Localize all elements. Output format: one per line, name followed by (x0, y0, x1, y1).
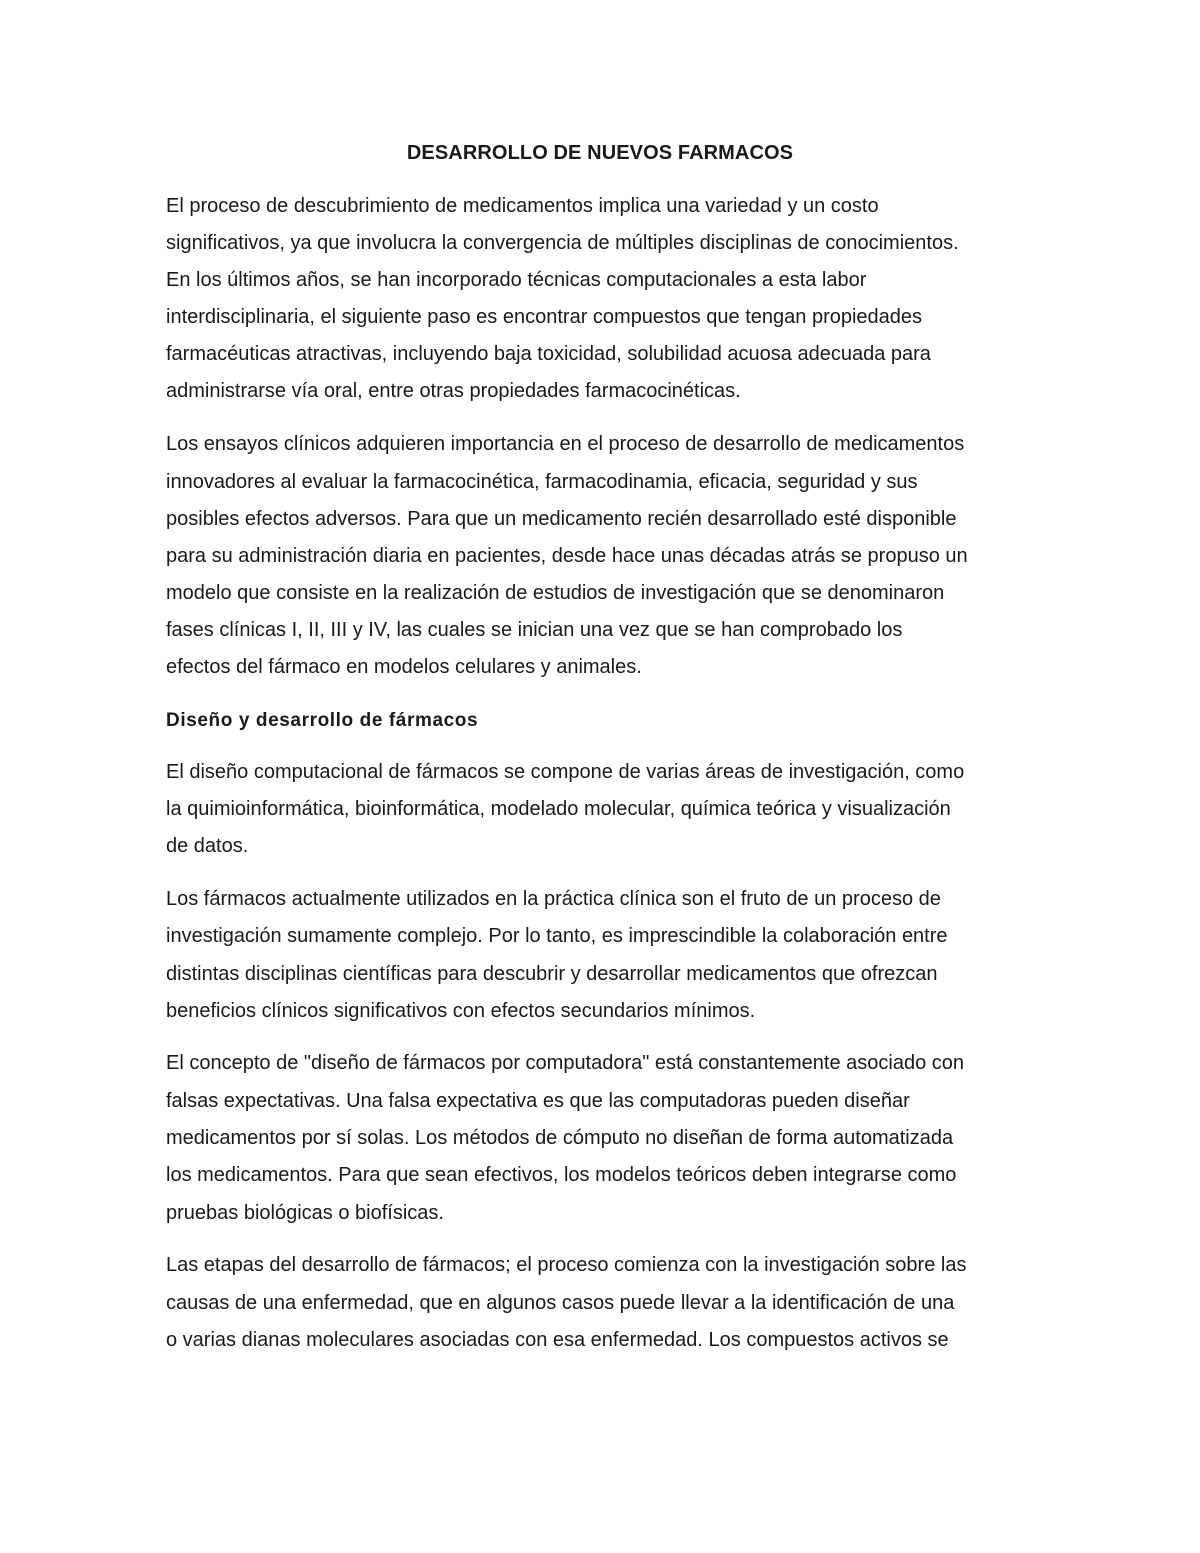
paragraph-line: interdisciplinaria, el siguiente paso es encontrar compuestos que tengan propiedades (166, 306, 923, 328)
paragraph-line: El concepto de "diseño de fármacos por computadora" está constantemente asociado con (166, 1052, 965, 1074)
paragraph-line: administrarse vía oral, entre otras propiedades farmacocinéticas. (166, 380, 741, 402)
paragraph-line: los medicamentos. Para que sean efectivos, los modelos teóricos deben integrarse como (166, 1164, 957, 1186)
paragraph-line: farmacéuticas atractivas, incluyendo baja toxicidad, solubilidad acuosa adecuada para (166, 343, 931, 365)
paragraph-line: Las etapas del desarrollo de fármacos; el proceso comienza con la investigación sobre las (166, 1254, 967, 1276)
paragraph-line: causas de una enfermedad, que en algunos casos puede llevar a la identificación de una (166, 1292, 955, 1314)
paragraph-line: investigación sumamente complejo. Por lo tanto, es imprescindible la colaboración entre (166, 925, 948, 947)
paragraph-line: Los fármacos actualmente utilizados en la práctica clínica son el fruto de un proceso de (166, 888, 941, 910)
paragraph-line: Los ensayos clínicos adquieren importancia en el proceso de desarrollo de medicamentos (166, 433, 965, 455)
paragraph-line: posibles efectos adversos. Para que un medicamento recién desarrollado esté disponible (166, 508, 957, 530)
paragraph-line: la quimioinformática, bioinformática, modelado molecular, química teórica y visualización (166, 798, 951, 820)
paragraph-line: medicamentos por sí solas. Los métodos de cómputo no diseñan de forma automatizada (166, 1127, 954, 1149)
paragraph-line: pruebas biológicas o biofísicas. (166, 1202, 444, 1224)
paragraph-line: efectos del fármaco en modelos celulares y animales. (166, 656, 642, 678)
paragraph-line: beneficios clínicos significativos con efectos secundarios mínimos. (166, 1000, 756, 1022)
paragraph-line: de datos. (166, 835, 249, 857)
paragraph-line: falsas expectativas. Una falsa expectativa es que las computadoras pueden diseñar (166, 1090, 910, 1112)
paragraph-line: El proceso de descubrimiento de medicamentos implica una variedad y un costo (166, 195, 879, 217)
paragraph-line: innovadores al evaluar la farmacocinética, farmacodinamia, eficacia, seguridad y sus (166, 471, 918, 493)
section-heading: Diseño y desarrollo de fármacos (166, 710, 479, 731)
paragraph-line: distintas disciplinas científicas para descubrir y desarrollar medicamentos que ofrezcan (166, 963, 938, 985)
paragraph-line: significativos, ya que involucra la convergencia de múltiples disciplinas de conocimientos. (166, 232, 959, 254)
paragraph-line: para su administración diaria en pacientes, desde hace unas décadas atrás se propuso un (166, 545, 968, 567)
paragraph-line: modelo que consiste en la realización de estudios de investigación que se denominaron (166, 582, 945, 604)
paragraph-line: El diseño computacional de fármacos se compone de varias áreas de investigación, como (166, 761, 965, 783)
paragraph-line: fases clínicas I, II, III y IV, las cuales se inician una vez que se han comprobado los (166, 619, 903, 641)
paragraph-line: o varias dianas moleculares asociadas con esa enfermedad. Los compuestos activos se (166, 1329, 949, 1351)
paragraph-line: En los últimos años, se han incorporado técnicas computacionales a esta labor (166, 269, 867, 291)
document-title: DESARROLLO DE NUEVOS FARMACOS (406, 142, 794, 164)
